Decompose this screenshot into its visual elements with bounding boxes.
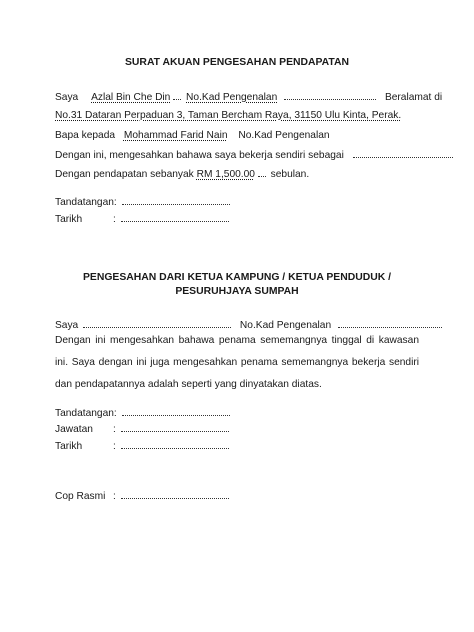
colon: : (113, 441, 116, 452)
signature-row (55, 194, 230, 209)
declarant-name: Azlal Bin Che Din (91, 92, 171, 103)
date-label: Tarikh (55, 214, 83, 225)
certification-paragraph: Dengan ini mengesahkan bahawa penama sememangnya tinggal di kawasan ini. Saya dengan ini juga mengesahkan penama sememangnya bekerja sendiri dan pendapatannya adalah seperti yang dinyatakan diatas. (55, 335, 419, 390)
section1-title: SURAT AKUAN PENGESAHAN PENDAPATAN (125, 57, 349, 68)
position-label: Jawatan (55, 424, 93, 435)
section2-title-line2: PESURUHJAYA SUMPAH (175, 286, 299, 297)
colon: : (113, 408, 117, 419)
date-blank (121, 211, 229, 222)
section2-title-line1: PENGESAHAN DARI KETUA KAMPUNG / KETUA PENDUDUK / (82, 272, 392, 283)
signature-label: Tandatangan (55, 408, 114, 419)
father-ic-label: No.Kad Pengenalan (238, 130, 330, 141)
dotted-fill (173, 89, 181, 100)
signature-blank (122, 194, 230, 205)
occupation-blank (353, 147, 453, 158)
declarant-line (55, 89, 442, 104)
date-blank (121, 438, 229, 449)
income-line (55, 166, 309, 181)
address-value: No.31 Dataran Perpaduan 3, Taman Bercham Raya, 31150 Ulu Kinta, Perak. (55, 110, 402, 121)
colon: : (113, 491, 116, 502)
income-suffix: sebulan. (270, 169, 310, 180)
father-label: Bapa kepada (55, 130, 116, 141)
position-row (55, 421, 229, 436)
ic-number-blank (284, 89, 376, 100)
dotted-fill (258, 166, 266, 177)
work-text: Dengan ini, mengesahkan bahawa saya bekerja sendiri sebagai (55, 150, 344, 161)
date-row (55, 211, 229, 226)
date-row (55, 438, 229, 453)
signature-blank (122, 405, 230, 416)
father-line (55, 129, 330, 142)
stamp-row (55, 488, 229, 503)
certifier-ic-blank (338, 317, 442, 328)
stamp-label: Cop Rasmi (55, 491, 106, 502)
certifier-name-blank (83, 317, 231, 328)
colon: : (113, 214, 116, 225)
stamp-blank (121, 488, 229, 499)
saya-label: Saya (55, 320, 79, 331)
colon: : (113, 424, 116, 435)
signature-row (55, 405, 230, 420)
ic-label: No.Kad Pengenalan (186, 92, 278, 103)
date-label: Tarikh (55, 441, 83, 452)
address-label: Beralamat di (384, 92, 443, 103)
income-prefix: Dengan pendapatan sebanyak (55, 169, 194, 180)
income-amount: RM 1,500.00 (196, 169, 255, 180)
colon: : (113, 197, 117, 208)
father-name: Mohammad Farid Nain (123, 130, 228, 141)
ic-label: No.Kad Pengenalan (239, 320, 332, 331)
signature-label: Tandatangan (55, 197, 114, 208)
work-line (55, 147, 453, 162)
saya-label: Saya (55, 92, 79, 103)
position-blank (121, 421, 229, 432)
